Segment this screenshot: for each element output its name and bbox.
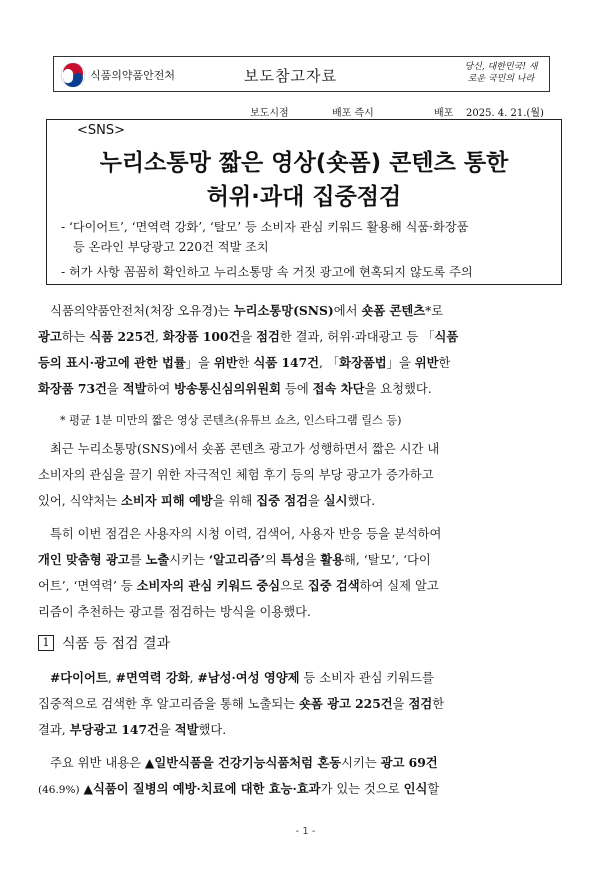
header-box: [53, 56, 550, 92]
taegeuk-icon: [60, 62, 86, 88]
title-line-2: 허위·과대 집중점검: [206, 184, 402, 210]
release-label: 보도시점: [250, 108, 289, 119]
page-number: - 1 -: [295, 826, 316, 837]
bullet-1-line-2: 등 온라인 부당광고 220건 적발 조치: [73, 240, 269, 254]
paragraph-1: 식품의약품안전처(처장 오유경)는 누리소통망(SNS)에서 숏폼 콘텐츠*로 광고하는 식품 225건, 화장품 100건을 점검한 결과, 허위·과대광고 등 「식품 등의 표시·광고에 관한 법률」을 위반한 식품 147건, 「화장품법」을 위반한 화장품 73건을 적발하여 방송통신심의위원회 등에 접속 차단을 요청했다.: [38, 303, 459, 396]
distribute-label: 배포: [434, 108, 454, 119]
doc-type: 보도참고자료: [244, 67, 337, 85]
bullet-2: - 허가 사항 꼼꼼히 확인하고 누리소통망 속 거짓 광고에 현혹되지 않도록 주의: [61, 265, 473, 279]
release-value: 배포 즉시: [332, 108, 374, 119]
section-1-heading: [38, 633, 170, 653]
agency-logo: [60, 62, 175, 88]
footnote: * 평균 1분 미만의 짧은 영상 콘텐츠(유튜브 쇼츠, 인스타그램 릴스 등): [60, 414, 402, 427]
title-line-1: 누리소통망 짧은 영상(숏폼) 콘텐츠 통한: [99, 150, 509, 176]
sns-tag: <SNS>: [77, 123, 126, 138]
section-title: 식품 등 점검 결과: [62, 636, 171, 652]
distribute-date: 2025. 4. 21.(월): [466, 108, 544, 119]
slogan: 당신, 대한민국! 새로운 국민의 나라: [464, 62, 538, 84]
paragraph-4: #다이어트, #면역력 강화, #남성·여성 영양제 등 소비자 관심 키워드를 집중적으로 검색한 후 알고리즘을 통해 노출되는 숏폼 광고 225건을 점검한 결과, 부당광고 147건을 적발했다.: [38, 670, 445, 737]
paragraph-5: 주요 위반 내용은 ▲일반식품을 건강기능식품처럼 혼동시키는 광고 69건 (46.9%) ▲식품이 질병의 예방·치료에 대한 효능·효과가 있는 것으로 인식할: [38, 755, 440, 796]
agency-name: 식품의약품안전처: [90, 69, 176, 82]
section-number: 1: [38, 635, 54, 651]
bullet-1-line-1: - ‘다이어트’, ‘면역력 강화’, ‘탈모’ 등 소비자 관심 키워드 활용해 식품·화장품: [61, 220, 469, 234]
paragraph-3: 특히 이번 점검은 사용자의 시청 이력, 검색어, 사용자 반응 등을 분석하여 개인 맞춤형 광고를 노출시키는 ‘알고리즘’의 특성을 활용해, ‘탈모’, ‘다이 어트’, ‘면역력’ 등 소비자의 관심 키워드 중심으로 집중 검색하여 실제 알고 리즘이 추천하는 광고를 점검하는 방식을 이용했다.: [38, 527, 442, 619]
paragraph-2: 최근 누리소통망(SNS)에서 숏폼 콘텐츠 광고가 성행하면서 짧은 시간 내 소비자의 관심을 끌기 위한 자극적인 체험 후기 등의 부당 광고가 증가하고 있어, 식약처는 소비자 피해 예방을 위해 집중 점검을 실시했다.: [38, 442, 440, 508]
title-box: [46, 119, 562, 285]
